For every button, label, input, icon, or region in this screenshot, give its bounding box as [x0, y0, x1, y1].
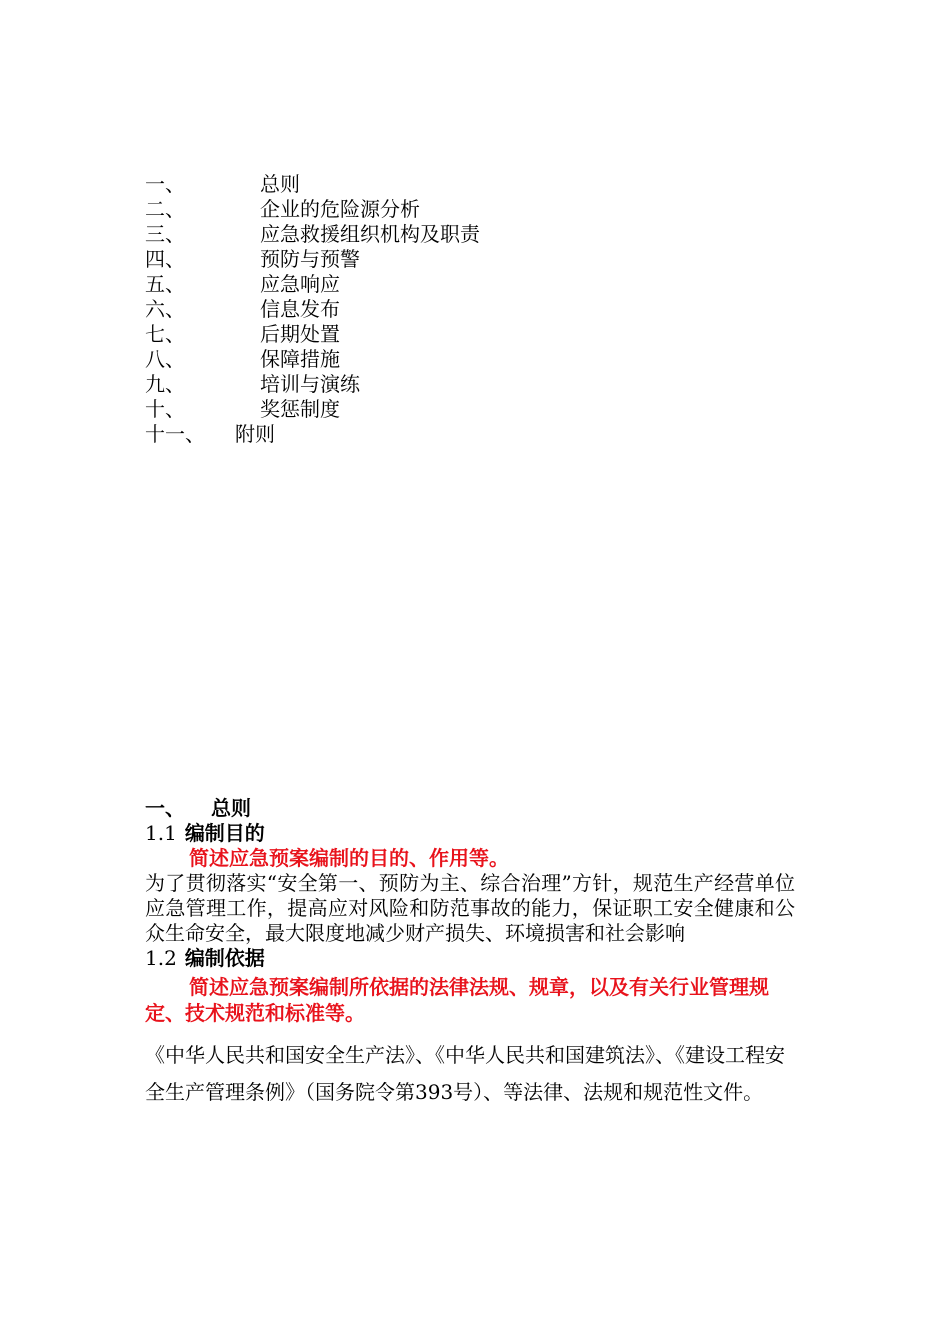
toc-item	[145, 422, 845, 447]
guidance-note-basis: 简述应急预案编制所依据的法律法规、规章，以及有关行业管理规定、技术规范和标准等。	[145, 975, 769, 1025]
toc-item-title: 应急响应	[260, 272, 340, 296]
toc-item	[145, 197, 845, 222]
toc-item	[145, 247, 845, 272]
toc-item	[145, 347, 845, 372]
toc-item-number: 五、	[145, 272, 185, 296]
section-general	[145, 795, 795, 1111]
toc-item-number: 七、	[145, 322, 185, 346]
section-heading	[145, 795, 795, 821]
subsection-number: 1.1	[145, 821, 177, 845]
basis-paragraph: 《中华人民共和国安全生产法》、《中华人民共和国建筑法》、《建设工程安全生产管理条例》（国务院令第393号）、等法律、法规和规范性文件。	[145, 1043, 785, 1104]
toc-item-title: 培训与演练	[260, 372, 360, 396]
guidance-note-purpose: 简述应急预案编制的目的、作用等。	[189, 846, 509, 870]
toc-item-title: 总则	[260, 172, 300, 196]
toc-item	[145, 322, 845, 347]
toc-item-title: 应急救援组织机构及职责	[260, 222, 480, 246]
toc-item-title: 附则	[235, 422, 275, 446]
purpose-paragraph: 为了贯彻落实“安全第一、预防为主、综合治理”方针，规范生产经营单位应急管理工作，提高应对风险和防范事故的能力，保证职工安全健康和公众生命安全，最大限度地减少财产损失、环境损害和社会影响	[145, 871, 795, 945]
toc-item-title: 后期处置	[260, 322, 340, 346]
toc-item	[145, 297, 845, 322]
toc-item-number: 四、	[145, 247, 185, 271]
section-number: 一、	[145, 796, 185, 820]
subsection-title: 编制目的	[184, 821, 265, 845]
toc-item	[145, 222, 845, 247]
toc-item-title: 奖惩制度	[260, 397, 340, 421]
toc-item-number: 八、	[145, 347, 185, 371]
toc-item-number: 九、	[145, 372, 185, 396]
toc-item	[145, 272, 845, 297]
toc-item	[145, 172, 845, 197]
toc-item-number: 六、	[145, 297, 185, 321]
toc-item-title: 信息发布	[260, 297, 340, 321]
section-title: 总则	[211, 796, 251, 820]
toc-item-number: 十一、	[145, 422, 205, 446]
toc-item-number: 一、	[145, 172, 185, 196]
toc-item	[145, 397, 845, 422]
toc-item-title: 预防与预警	[260, 247, 360, 271]
toc-item-title: 保障措施	[260, 347, 340, 371]
toc-item-number: 十、	[145, 397, 185, 421]
table-of-contents	[145, 172, 845, 447]
toc-item-title: 企业的危险源分析	[260, 197, 420, 221]
subsection-number: 1.2	[145, 946, 177, 970]
toc-item-number: 三、	[145, 222, 185, 246]
subsection-title: 编制依据	[184, 946, 265, 970]
subsection-heading-purpose	[145, 821, 795, 846]
toc-item-number: 二、	[145, 197, 185, 221]
toc-item	[145, 372, 845, 397]
subsection-heading-basis	[145, 946, 795, 971]
